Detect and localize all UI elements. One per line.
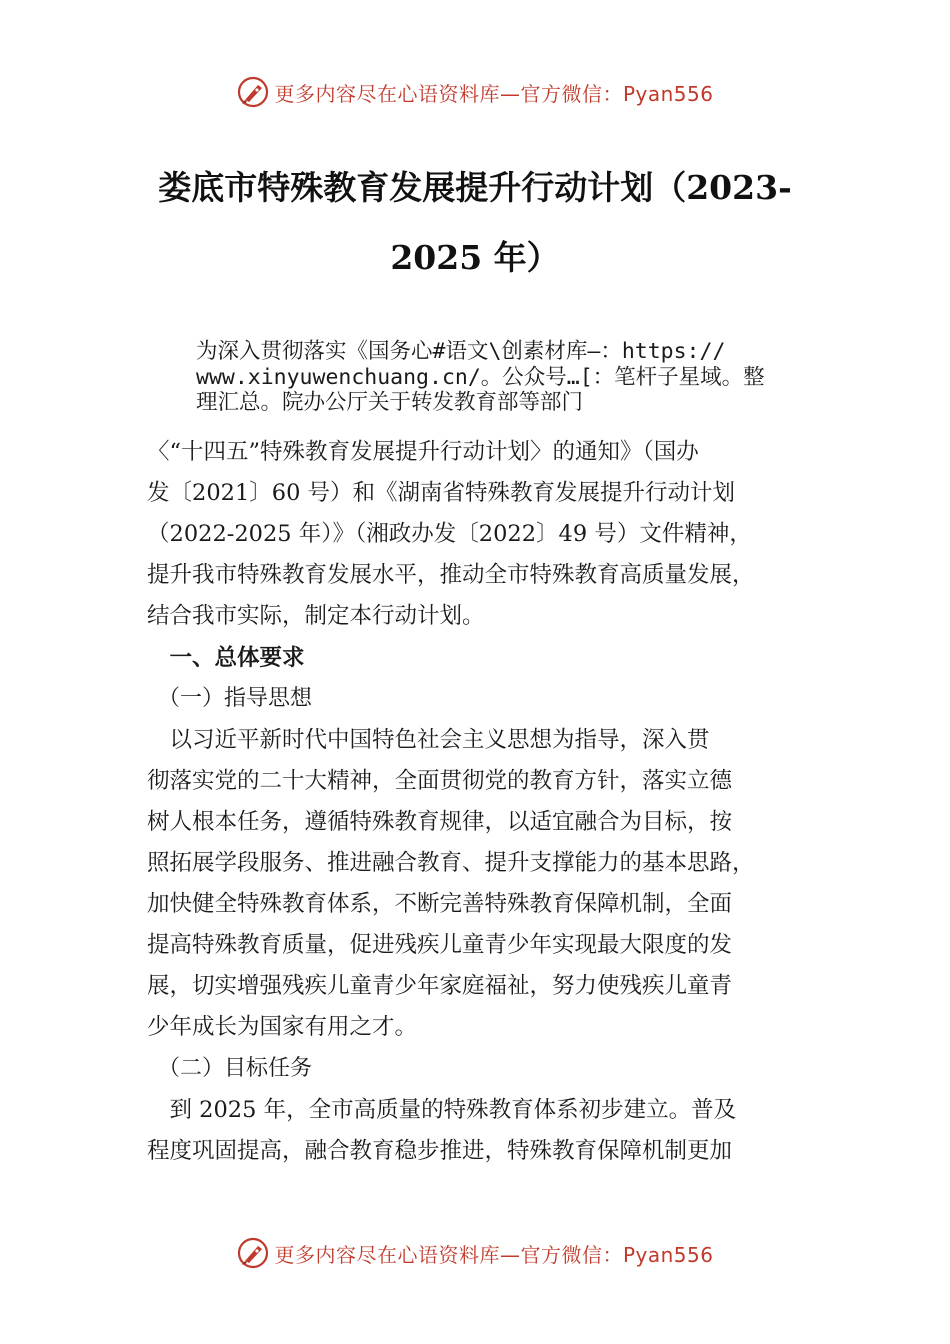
body-line: 树人根本任务，遵循特殊教育规律，以适宜融合为目标，按	[147, 808, 733, 835]
body-line: 发〔2021〕60 号）和《湖南省特殊教育发展提升行动计划	[147, 480, 736, 507]
body-line: 加快健全特殊教育体系，不断完善特殊教育保障机制，全面	[147, 891, 733, 918]
document-title-line-2: 2025 年）	[390, 238, 560, 277]
body-line: 少年成长为国家有用之才。	[147, 1014, 418, 1041]
subsection-heading: （二）目标任务	[147, 1055, 313, 1081]
body-line: 提升我市特殊教育发展水平，推动全市特殊教育高质量发展，	[147, 562, 755, 589]
document-title-line-1: 娄底市特殊教育发展提升行动计划（2023-	[158, 168, 792, 207]
body-line: 提高特殊教育质量，促进残疾儿童青少年实现最大限度的发	[147, 932, 733, 959]
body-line: 〈“十四五”特殊教育发展提升行动计划〉的通知》（国办	[147, 439, 699, 465]
body-line: 程度巩固提高，融合教育稳步推进，特殊教育保障机制更加	[147, 1137, 733, 1164]
watermark-text: 更多内容尽在心语资料库—官方微信：Pyan556	[274, 1242, 714, 1267]
intro-paragraph: 为深入贯彻落实《国务心#语文\创素材库—：https:// www.xinyuwenchuang.cn/。公众号…[：笔杆子星域。整 理汇总。院办公厅关于转发教育部等部门	[196, 339, 765, 415]
pen-nib-logo-icon	[236, 75, 270, 109]
body-line: （2022-2025 年）》（湘政办发〔2022〕49 号）文件精神，	[147, 521, 752, 548]
body-line: 彻落实党的二十大精神，全面贯彻党的教育方针，落实立德	[147, 767, 733, 794]
body-line: 以习近平新时代中国特色社会主义思想为指导，深入贯	[147, 726, 710, 753]
body-line: 结合我市实际，制定本行动计划。	[147, 603, 485, 630]
subsection-heading: （一）指导思想	[147, 685, 313, 711]
watermark-banner-bottom	[0, 1233, 950, 1273]
section-heading: 一、总体要求	[147, 644, 305, 671]
body-line: 展，切实增强残疾儿童青少年家庭福祉，努力使残疾儿童青	[147, 973, 733, 1000]
body-line: 到 2025 年，全市高质量的特殊教育体系初步建立。普及	[147, 1096, 737, 1123]
body-line: 照拓展学段服务、推进融合教育、提升支撑能力的基本思路，	[147, 850, 755, 876]
watermark-text: 更多内容尽在心语资料库—官方微信：Pyan556	[274, 81, 714, 106]
pen-nib-logo-icon	[236, 1236, 270, 1270]
watermark-banner-top	[0, 72, 950, 112]
